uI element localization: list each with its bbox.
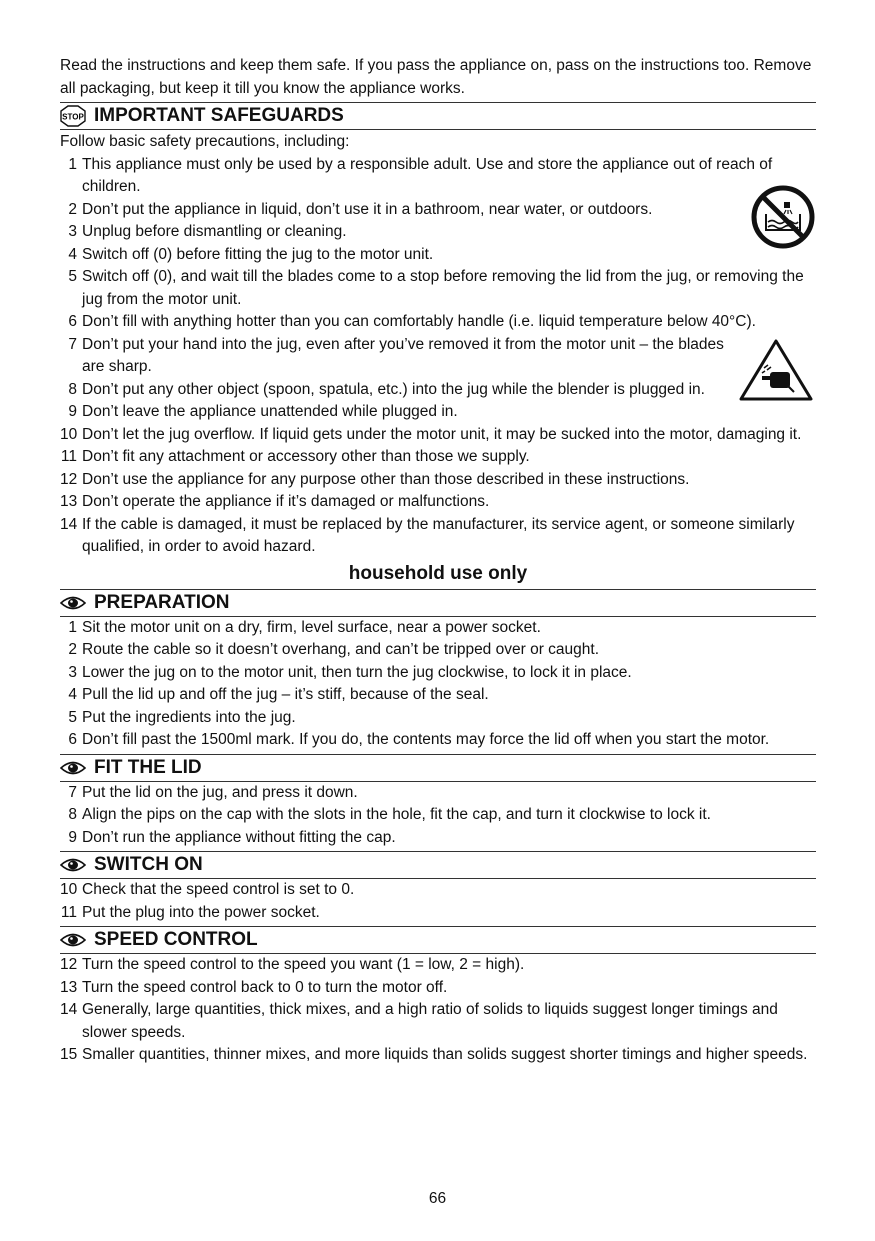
list-item: 11 Don’t fit any attachment or accessory other than those we supply. — [60, 448, 530, 465]
list-item: 2 Route the cable so it doesn’t overhang, and can’t be tripped over or caught. — [68, 641, 600, 658]
list-item: 9 Don’t leave the appliance unattended while plugged in. — [68, 403, 458, 420]
list-item: 7 Put the lid on the jug, and press it down. — [68, 783, 358, 801]
list-item: 13 Don’t operate the appliance if it’s damaged or malfunctions. — [60, 493, 490, 510]
list-item: 8 Don’t put any other object (spoon, spatula, etc.) into the jug while the blender is plugged in. — [68, 380, 705, 398]
list-item: 10 Don’t let the jug overflow. If liquid gets under the motor unit, it may be sucked into the motor, damaging it. — [60, 425, 802, 443]
list-item: 4 Switch off (0) before fitting the jug to the motor unit. — [68, 245, 434, 263]
list-item: 15 Smaller quantities, thinner mixes, and more liquids than solids suggest shorter timings and higher speeds. — [60, 1046, 808, 1063]
intro-text: Read the instructions and keep them safe. If you pass the appliance on, pass on the instructions too. Remove all packaging, but keep it till you know the appliance works. — [60, 57, 812, 97]
switch-on-list — [60, 879, 816, 924]
list-item: 3 Unplug before dismantling or cleaning. — [68, 223, 347, 240]
list-item: 9 Don’t run the appliance without fitting the cap. — [68, 828, 396, 846]
household-use-notice: household use only — [348, 562, 528, 584]
eye-icon — [60, 592, 86, 614]
safeguards-title: IMPORTANT SAFEGUARDS — [94, 105, 344, 126]
list-item: 10 Check that the speed control is set to 0. — [60, 881, 355, 898]
stop-icon-label: STOP — [62, 112, 84, 122]
page-number: 66 — [428, 1190, 447, 1207]
safeguards-lead: Follow basic safety precautions, including: — [60, 133, 350, 150]
eye-icon — [60, 757, 86, 779]
sharp-blade-warning-icon — [738, 338, 814, 407]
list-item: 6 Don’t fill with anything hotter than you can comfortably handle (i.e. liquid temperature below 40°C). — [68, 313, 756, 330]
list-item: 6 Don’t fill past the 1500ml mark. If you do, the contents may force the lid off when you start the motor. — [68, 731, 770, 748]
list-item: 1 Sit the motor unit on a dry, firm, level surface, near a power socket. — [68, 618, 541, 636]
list-item: 8 Align the pips on the cap with the slots in the hole, fit the cap, and turn it clockwise to lock it. — [68, 806, 711, 823]
list-item: 14 Generally, large quantities, thick mixes, and a high ratio of solids to liquids suggest longer timings and slower speeds. — [60, 1001, 778, 1041]
list-item: 5 Put the ingredients into the jug. — [68, 708, 296, 726]
eye-icon — [60, 929, 86, 951]
list-item: 5 Switch off (0), and wait till the blades come to a stop before removing the lid from the jug, or removing the jug from the motor unit. — [68, 268, 804, 308]
section-heading-speed-control — [60, 926, 816, 954]
fit-lid-title: FIT THE LID — [94, 756, 202, 778]
safeguards-list — [60, 154, 816, 559]
section-heading-switch-on — [60, 851, 816, 879]
preparation-list — [60, 617, 816, 752]
list-item: 14 If the cable is damaged, it must be replaced by the manufacturer, its service agent, or someone similarly qualified, in order to avoid hazard. — [60, 515, 795, 555]
page-content — [60, 55, 816, 1067]
speed-control-title: SPEED CONTROL — [94, 929, 258, 950]
list-item: 7 Don’t put your hand into the jug, even after you’ve removed it from the motor unit – the blades are sharp. — [68, 335, 724, 375]
list-item: 11 Put the plug into the power socket. — [60, 903, 320, 921]
stop-icon — [60, 105, 86, 127]
section-heading-fit-lid — [60, 754, 816, 782]
list-item: 4 Pull the lid up and off the jug – it’s stiff, because of the seal. — [68, 686, 489, 703]
list-item: 1 This appliance must only be used by a responsible adult. Use and store the appliance out of reach of children. — [68, 155, 773, 195]
list-item: 3 Lower the jug on to the motor unit, then turn the jug clockwise, to lock it in place. — [68, 663, 632, 681]
switch-on-title: SWITCH ON — [94, 854, 203, 875]
section-heading-preparation — [60, 589, 816, 617]
no-water-icon — [750, 184, 816, 255]
list-item: 12 Turn the speed control to the speed you want (1 = low, 2 = high). — [60, 956, 525, 973]
list-item: 12 Don’t use the appliance for any purpose other than those described in these instructions. — [60, 470, 690, 488]
list-item: 2 Don’t put the appliance in liquid, don’t use it in a bathroom, near water, or outdoors. — [68, 200, 653, 218]
fit-lid-list — [60, 782, 816, 850]
section-heading-safeguards — [60, 102, 816, 130]
list-item: 13 Turn the speed control back to 0 to turn the motor off. — [60, 978, 448, 996]
preparation-title: PREPARATION — [94, 591, 230, 613]
eye-icon — [60, 854, 86, 876]
speed-control-list — [60, 954, 816, 1067]
